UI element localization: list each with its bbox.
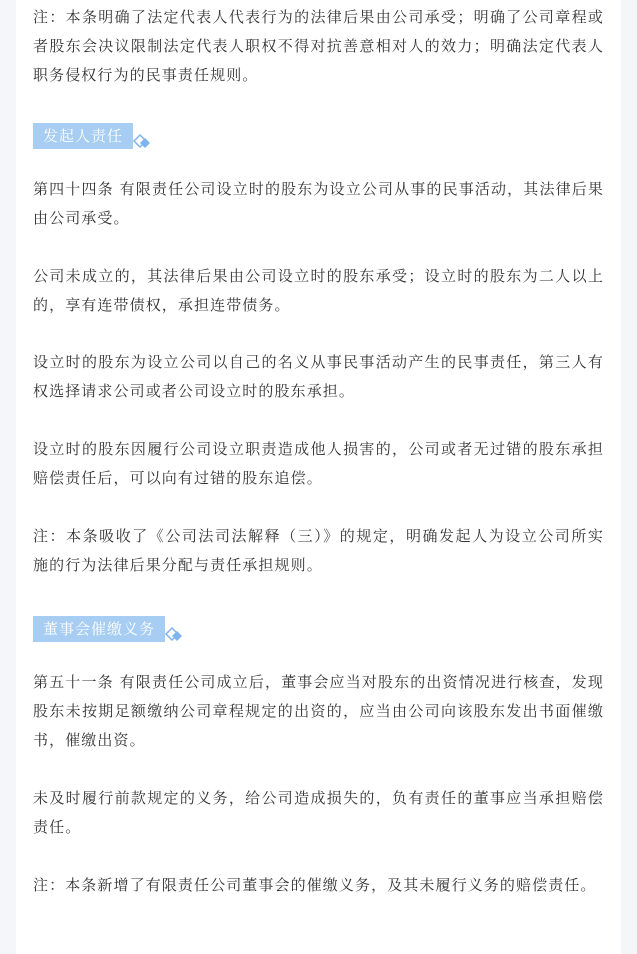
article-page — [16, 0, 621, 954]
paragraph-note-board-call-duty: 注：本条新增了有限责任公司董事会的催缴义务，及其未履行义务的赔偿责任。 — [33, 876, 597, 894]
paragraph-article-44-clause-4: 设立时的股东因履行公司设立职责造成他人损害的，公司或者无过错的股东承担赔偿责任后，可以向有过错的股东追偿。 — [33, 440, 604, 487]
paragraph-article-51-clause-2: 未及时履行前款规定的义务，给公司造成损失的，负有责任的董事应当承担赔偿责任。 — [33, 789, 604, 836]
paragraph-note-legal-representative: 注：本条明确了法定代表人代表行为的法律后果由公司承受；明确了公司章程或者股东会决议限制法定代表人职权不得对抗善意相对人的效力；明确法定代表人职务侵权行为的民事责任规则。 — [33, 8, 604, 84]
section-heading-label: 发起人责任 — [33, 123, 133, 149]
section-heading-label: 董事会催缴义务 — [33, 616, 165, 642]
paragraph-article-44-clause-2: 公司未成立的，其法律后果由公司设立时的股东承受；设立时的股东为二人以上的，享有连带债权，承担连带债务。 — [33, 267, 604, 314]
paragraph-article-44-clause-3: 设立时的股东为设立公司以自己的名义从事民事活动产生的民事责任，第三人有权选择请求公司或者公司设立时的股东承担。 — [33, 353, 604, 400]
section-heading-board-call-duty — [33, 615, 187, 643]
diamond-icon — [131, 132, 155, 152]
paragraph-note-founder-liability: 注：本条吸收了《公司法司法解释（三）》的规定，明确发起人为设立公司所实施的行为法律后果分配与责任承担规则。 — [33, 527, 604, 574]
section-heading-founder-liability — [33, 122, 155, 150]
paragraph-article-44: 第四十四条 有限责任公司设立时的股东为设立公司从事的民事活动，其法律后果由公司承受。 — [33, 180, 604, 227]
diamond-icon — [163, 625, 187, 645]
paragraph-article-51: 第五十一条 有限责任公司成立后，董事会应当对股东的出资情况进行核查，发现股东未按期足额缴纳公司章程规定的出资的，应当由公司向该股东发出书面催缴书，催缴出资。 — [33, 673, 604, 749]
